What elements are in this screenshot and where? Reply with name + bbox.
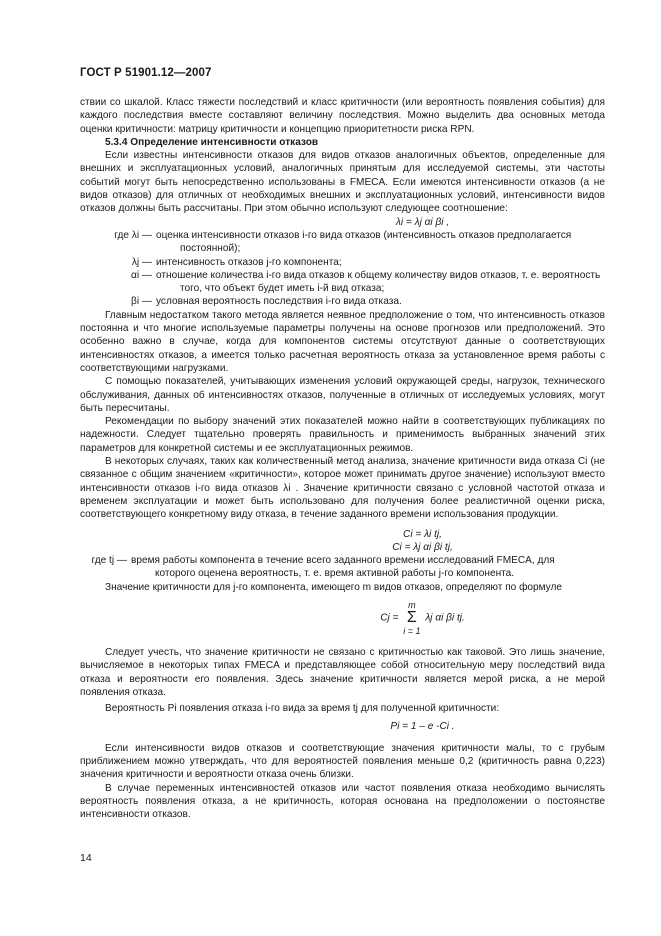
paragraph: Если интенсивности видов отказов и соответствующие значения критичности малы, то с грубым приближением можно утверждать, что для вероятностей появления меньше 0,2 (критичность равна 0,223) значения критичности и вероятности отказа очень близки. [80, 742, 605, 781]
paragraph: В некоторых случаях, таких как количественный метод анализа, значение критичности вида отказа Ci (не связанное с общим значением «критичности», которое может принимать другое значение) используют вместо интенсивности отказов i-го вида отказов λi . Значение критичности связано с условной частотой отказа и временем эксплуатации и может быть использовано для получения более реалистичной оценки риска, соответствующего конкретному виду отказа, в течение заданного времени использования продукции. [80, 456, 605, 521]
paragraph: Рекомендации по выбору значений этих показателей можно найти в соответствующих публикациях по надежности. Следует тщательно проверять правильность и применимость выбранных значений этих параметров для конкретной системы и ее эксплуатационных режимов. [80, 416, 605, 454]
paragraph: Следует учесть, что значение критичности не связано с критичностью как таковой. Это лишь значение, вычисляемое в некоторых типах FMECA и представляющее собой относительную меру последствий вида отказа и вероятности его появления. Здесь значение критичности является мерой риска, а не мерой появления отказа. [80, 646, 605, 698]
paragraph: С помощью показателей, учитывающих изменения условий окружающей среды, нагрузок, технического обслуживания, данных об интенсивностях отказов, полученные в отличных от исследуемых условиях, могут быть пересчитаны. [80, 376, 605, 414]
definition-row [80, 269, 605, 296]
definition-text: условная вероятность последствия i-го вида отказа. [156, 296, 402, 308]
paragraph: Значение критичности для j-го компонента, имеющего m видов отказов, определяют по формуле [105, 581, 563, 593]
paragraph: ствии со шкалой. Класс тяжести последствий и класс критичности (или вероятность появления события) для каждого последствия вместе составляют величину последствия. Можно выделить два основных метода оценки критичности: матрицу критичности и концепцию приоритетности риска RPN. [80, 97, 605, 135]
definition-symbol: λj — [131, 256, 152, 268]
formula: Ci = λi tj, [403, 528, 442, 540]
page-number: 14 [80, 852, 92, 864]
definition-symbol: где λi — [114, 229, 152, 241]
section-heading: 5.3.4 Определение интенсивности отказов [105, 136, 319, 148]
document-header: ГОСТ Р 51901.12—2007 [80, 67, 212, 79]
formula: λi = λj αi βi , [395, 216, 450, 228]
definition-text: отношение количества i-го вида отказов к общему количеству видов отказов, т. е. вероятность того, что объект будет иметь i-й вид отказа; [156, 269, 601, 295]
paragraph: Вероятность Pi появления отказа i-го вида за время tj для полученной критичности: [105, 703, 500, 715]
definition-row [80, 229, 605, 256]
definition-row [80, 554, 605, 581]
paragraph: Главным недостатком такого метода является неявное предположение о том, что интенсивность отказов постоянна и что многие используемые параметры получены на основе прогнозов или предположений. Это особенно важно в случае, когда для компонентов системы отсутствуют данные о соответствующих интенсивностях отказов, а имеется только расчетная вероятность отказа за установленное время работы с соответствующими нагрузками. [80, 309, 605, 374]
definition-symbol: βi — [131, 296, 152, 308]
sum-operator: m Σ i = 1 [403, 599, 421, 636]
paragraph: В случае переменных интенсивностей отказов или частот появления отказа необходимо вычислять вероятность появления отказа, а не критичность, которая основана на предположении о постоянстве интенсивности отказов. [80, 782, 605, 821]
definition-text: оценка интенсивности отказов i-го вида отказов (интенсивность отказов предполагается постоянной); [156, 229, 572, 255]
formula-sum: Cj = m Σ i = 1 λj αi βi tj. [380, 599, 465, 636]
document-body [80, 96, 605, 822]
definition-row [80, 256, 605, 269]
paragraph: Если известны интенсивности отказов для видов отказов аналогичных объектов, определенные для внешних и эксплуатационных условий, аналогичных принятым для исследуемой системы, эти частоты событий могут быть непосредственно использованы в FMECA. Если имеются интенсивности отказов (а не видов отказов) для отличных от необходимых внешних и эксплуатационных условий, интенсивности видов отказов должны быть рассчитаны. При этом обычно используют следующее соотношение: [80, 150, 605, 215]
definition-row [80, 295, 605, 308]
formula: Pi = 1 – e -Ci . [390, 721, 455, 733]
formula: Ci = λj αi βi tj, [392, 541, 453, 553]
definition-text: интенсивность отказов j-го компонента; [156, 256, 342, 268]
definition-text: время работы компонента в течение всего заданного времени исследований FMECA, для которого оценена вероятность, т. е. время активной работы j-го компонента. [131, 555, 555, 580]
definition-symbol: αi — [131, 269, 152, 281]
definition-symbol: где tj — [91, 555, 127, 567]
